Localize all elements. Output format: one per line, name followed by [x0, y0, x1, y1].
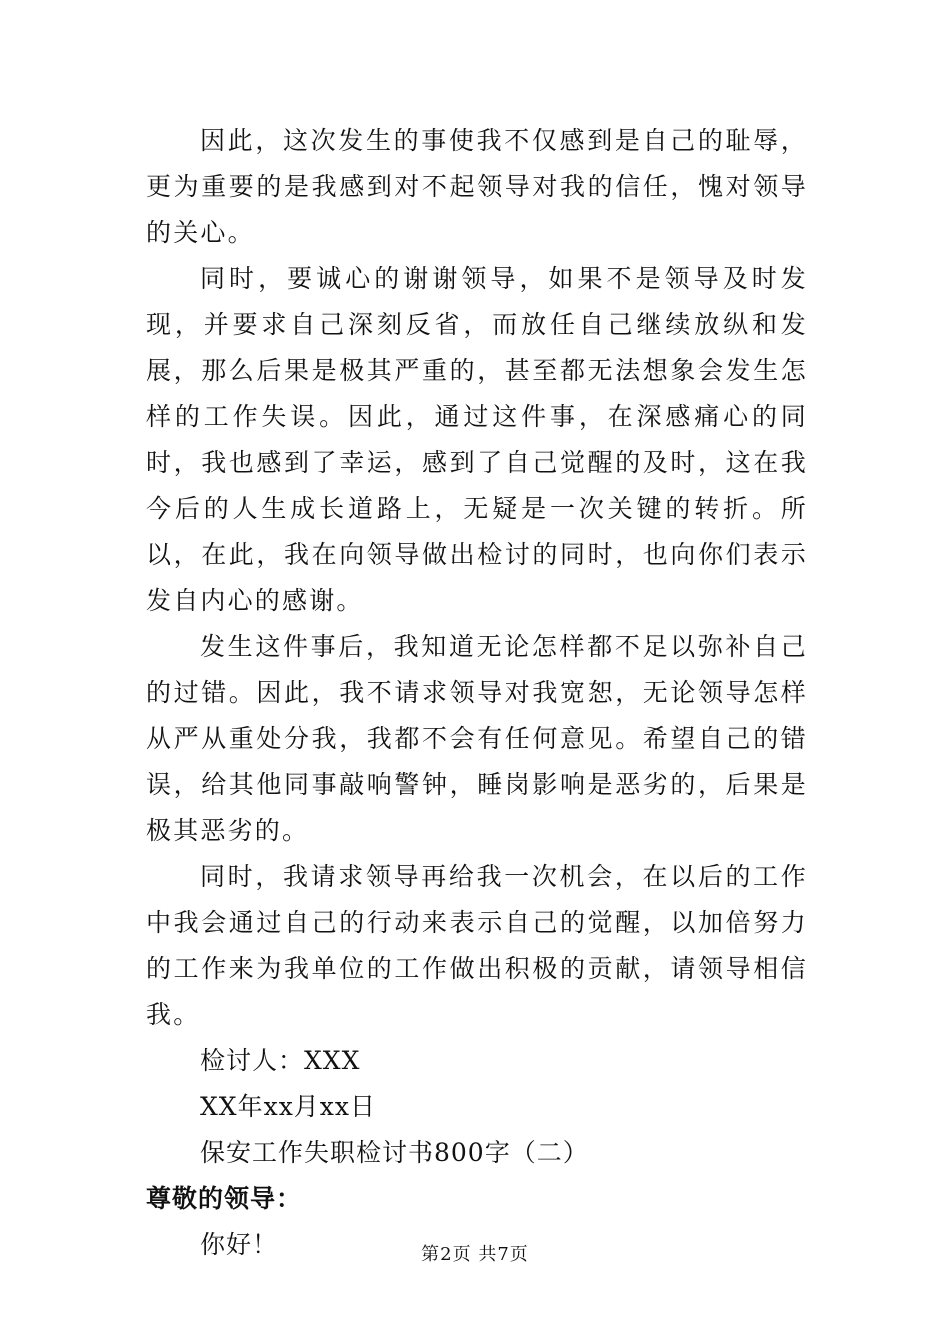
greeting: 你好！ [200, 1230, 279, 1259]
paragraph-4: 同时，我请求领导再给我一次机会，在以后的工作中我会通过自己的行动来表示自己的觉醒，以加倍努力的工作来为我单位的工作做出积极的贡献，请领导相信我。 [146, 862, 808, 1029]
paragraph-3: 发生这件事后，我知道无论怎样都不足以弥补自己的过错。因此，我不请求领导对我宽恕，无论领导怎样从严从重处分我，我都不会有任何意见。希望自己的错误，给其他同事敲响警钟，睡岗影响是恶劣的，后果是极其恶劣的。 [146, 632, 808, 845]
document-body [146, 118, 808, 1268]
date-line: XX年xx月xx日 [200, 1092, 376, 1121]
page-footer: 第2页 共7页 [421, 1244, 529, 1265]
salutation: 尊敬的领导： [146, 1184, 303, 1213]
paragraph-2: 同时，要诚心的谢谢领导，如果不是领导及时发现，并要求自己深刻反省，而放任自己继续放纵和发展，那么后果是极其严重的，甚至都无法想象会发生怎样的工作失误。因此，通过这件事，在深感痛心的同时，我也感到了幸运，感到了自己觉醒的及时，这在我今后的人生成长道路上，无疑是一次关键的转折。所以，在此，我在向领导做出检讨的同时，也向你们表示发自内心的感谢。 [146, 264, 808, 615]
section-title: 保安工作失职检讨书800字（二） [200, 1138, 589, 1167]
signer-line: 检讨人：XXX [200, 1046, 361, 1075]
paragraph-1: 因此，这次发生的事使我不仅感到是自己的耻辱，更为重要的是我感到对不起领导对我的信任，愧对领导的关心。 [146, 126, 808, 247]
